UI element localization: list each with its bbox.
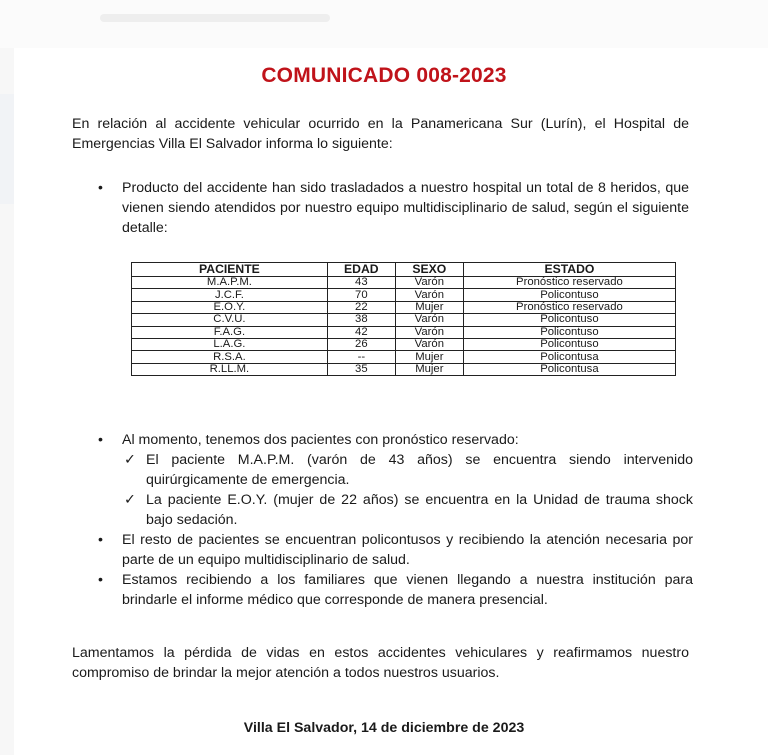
bullet-list [98, 430, 693, 610]
table-header-cell: PACIENTE [132, 263, 328, 277]
table-cell: J.C.F. [132, 289, 328, 301]
patients-table [131, 262, 676, 376]
table-row [132, 338, 676, 350]
list-item-text: Al momento, tenemos dos pacientes con pronóstico reservado: [122, 432, 519, 448]
intro-paragraph: En relación al accidente vehicular ocurrido en la Panamericana Sur (Lurín), el Hospital de Emergencias Villa El Salvador informa lo siguiente: [72, 116, 689, 152]
table-cell: Policontuso [463, 289, 675, 301]
table-cell: Pronóstico reservado [463, 301, 675, 313]
table-header-cell: ESTADO [463, 263, 675, 277]
list-item-text: Estamos recibiendo a los familiares que vienen llegando a nuestra institución para brindarle el informe médico que corresponde de manera presencial. [122, 572, 693, 608]
table-cell: R.LL.M. [132, 363, 328, 375]
check-item [98, 490, 693, 530]
table-header-cell: SEXO [395, 263, 463, 277]
check-item [98, 450, 693, 490]
list-item [98, 570, 693, 610]
table-cell: Policontuso [463, 338, 675, 350]
table-cell: E.O.Y. [132, 301, 328, 313]
table-header-row [132, 263, 676, 277]
table-cell: 26 [327, 338, 395, 350]
table-cell: M.A.P.M. [132, 277, 328, 289]
checkmark-icon: ✓ [124, 452, 136, 468]
table-cell: Mujer [395, 363, 463, 375]
table-cell: 35 [327, 363, 395, 375]
table-cell: Pronóstico reservado [463, 277, 675, 289]
table-cell: Varón [395, 277, 463, 289]
bullet-main-text: Producto del accidente han sido trasladados a nuestro hospital un total de 8 heridos, que vienen siendo atendidos por nuestro equipo multidisciplinario de salud, según el siguiente detalle: [122, 180, 689, 236]
table-cell: Varón [395, 338, 463, 350]
left-edge-block [0, 94, 14, 204]
list-item-text: El resto de pacientes se encuentran policontusos y recibiendo la atención necesaria por parte de un equipo multidisciplinario de salud. [122, 532, 693, 568]
table-cell: 38 [327, 314, 395, 326]
left-edge-shadow [0, 48, 14, 755]
table-cell: C.V.U. [132, 314, 328, 326]
table-cell: 43 [327, 277, 395, 289]
footer-date-line: Villa El Salvador, 14 de diciembre de 2023 [243, 720, 525, 736]
bullet-icon: • [98, 179, 103, 195]
table-row [132, 351, 676, 363]
table-cell: Policontusa [463, 351, 675, 363]
blurred-header-text [100, 14, 330, 22]
table-row [132, 363, 676, 375]
table-cell: Varón [395, 289, 463, 301]
table-row [132, 289, 676, 301]
table-cell: 22 [327, 301, 395, 313]
table-cell: L.A.G. [132, 338, 328, 350]
table-cell: 42 [327, 326, 395, 338]
check-item-text: La paciente E.O.Y. (mujer de 22 años) se encuentra en la Unidad de trauma shock bajo sedación. [146, 492, 693, 528]
table-cell: Policontuso [463, 314, 675, 326]
table-cell: F.A.G. [132, 326, 328, 338]
checkmark-icon: ✓ [124, 492, 136, 508]
table-cell: Mujer [395, 301, 463, 313]
table-row [132, 277, 676, 289]
bullet-icon: • [98, 432, 103, 448]
document-title: COMUNICADO 008-2023 [261, 64, 507, 87]
table-cell: Policontuso [463, 326, 675, 338]
table-cell: Mujer [395, 351, 463, 363]
table-cell: R.S.A. [132, 351, 328, 363]
table-row [132, 301, 676, 313]
list-item [98, 430, 693, 450]
page-top-bar [0, 0, 768, 48]
table-header-cell: EDAD [327, 263, 395, 277]
check-item-text: El paciente M.A.P.M. (varón de 43 años) se encuentra siendo intervenido quirúrgicamente de emergencia. [146, 452, 693, 488]
table-cell: Varón [395, 314, 463, 326]
table-cell: Varón [395, 326, 463, 338]
bullet-icon: • [98, 572, 103, 588]
table-row [132, 326, 676, 338]
table-cell: Policontusa [463, 363, 675, 375]
table-row [132, 314, 676, 326]
bullet-icon: • [98, 532, 103, 548]
list-item [98, 530, 693, 570]
table-cell: 70 [327, 289, 395, 301]
table-cell: -- [327, 351, 395, 363]
closing-paragraph: Lamentamos la pérdida de vidas en estos accidentes vehiculares y reafirmamos nuestro compromiso de brindar la mejor atención a todos nuestros usuarios. [72, 645, 689, 681]
